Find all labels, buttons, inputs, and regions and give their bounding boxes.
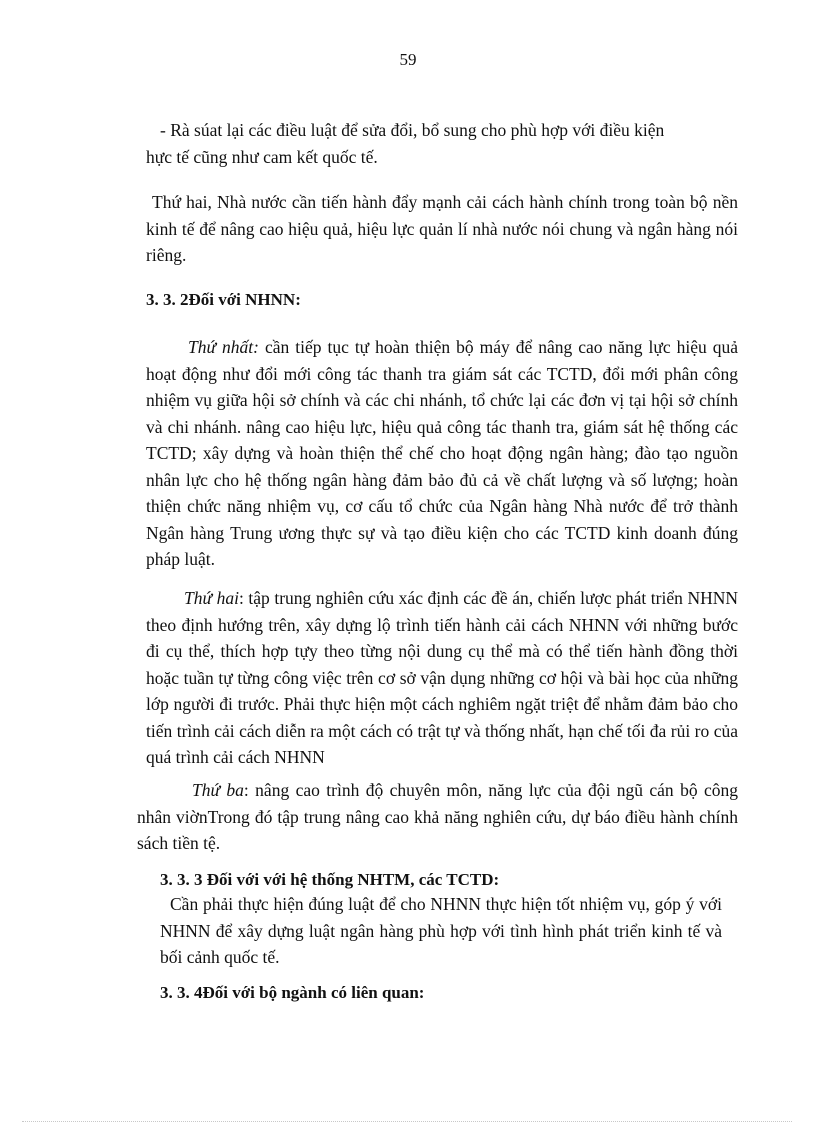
label-thu-hai: Thứ hai	[184, 588, 239, 608]
section-heading-332: 3. 3. 2Đối với NHNN:	[146, 290, 301, 309]
section-332-paragraph-2-text: : tập trung nghiên cứu xác định các đề án, chiến lược phát triển NHNN theo định hướng trên, xây dựng lộ trình tiến hành cải cách NHNN với những bước đi cụ thể, thích hợp tựy theo từng nội dung cụ thể mà có thể tiến hành đồng thời hoặc tuần tự từng công việc trên cơ sở vận dụng những cơ hội và bài học của những lớp người đi trước. Phải thực hiện một cách nghiêm ngặt triệt để nhằm đảm bảo cho tiến trình cải cách diễn ra một cách có trật tự và thống nhất, hạn chế tối đa rủi ro của quá trình cải cách NHNN	[146, 588, 738, 767]
section-332-paragraph-2	[146, 585, 738, 771]
section-heading-334: 3. 3. 4Đối với bộ ngành có liên quan:	[160, 983, 425, 1002]
bullet-line-1: - Rà súat lại các điều luật để sửa đổi, bổ sung cho phù hợp với điều kiện	[160, 120, 665, 140]
section-332-paragraph-3	[137, 777, 738, 857]
page-bottom-rule	[22, 1121, 792, 1122]
section-332-paragraph-3-text: : nâng cao trình độ chuyên môn, năng lực của đội ngũ cán bộ công nhân viờnTrong đó tập trung nâng cao khả năng nghiên cứu, dự báo điều hành chính sách tiền tệ.	[137, 780, 738, 853]
label-thu-ba: Thứ ba	[192, 780, 244, 800]
bullet-line-2: hực tế cũng như cam kết quốc tế.	[146, 147, 378, 167]
section-333-paragraph: Cần phải thực hiện đúng luật để cho NHNN thực hiện tốt nhiệm vụ, góp ý với NHNN để xây dựng luật ngân hàng phù hợp với tình hình phát triển kinh tế và bối cảnh quốc tế.	[160, 894, 722, 967]
section-332-paragraph-1	[146, 334, 738, 573]
second-paragraph: Thứ hai, Nhà nước cần tiến hành đẩy mạnh cải cách hành chính trong toàn bộ nền kinh tế để nâng cao hiệu quả, hiệu lực quản lí nhà nước nói chung và ngân hàng nói riêng.	[146, 192, 738, 265]
section-332-paragraph-1-text: cần tiếp tục tự hoàn thiện bộ máy để nâng cao năng lực hiệu quả hoạt động như đổi mới công tác thanh tra giám sát các TCTD, đổi mới phân công nhiệm vụ giữa hội sở chính và các chi nhánh, tổ chức lại các đơn vị tại hội sở chính và chi nhánh. nâng cao hiệu lực, hiệu quả công tác thanh tra, giám sát hệ thống các TCTD; xây dựng và hoàn thiện thể chế cho hoạt động ngân hàng; đào tạo nguồn nhân lực cho hệ thống ngân hàng đảm bảo đủ cả về chất lượng và số lượng; hoàn thiện chức năng nhiệm vụ, cơ cấu tổ chức của Ngân hàng Nhà nước để trở thành Ngân hàng Trung ương thực sự và tạo điều kiện cho các TCTD kinh doanh đúng pháp luật.	[146, 337, 739, 569]
label-thu-nhat: Thứ nhất:	[188, 337, 259, 357]
page-number: 59	[399, 50, 417, 69]
section-heading-333: 3. 3. 3 Đối với với hệ thống NHTM, các TCTD:	[160, 870, 500, 889]
